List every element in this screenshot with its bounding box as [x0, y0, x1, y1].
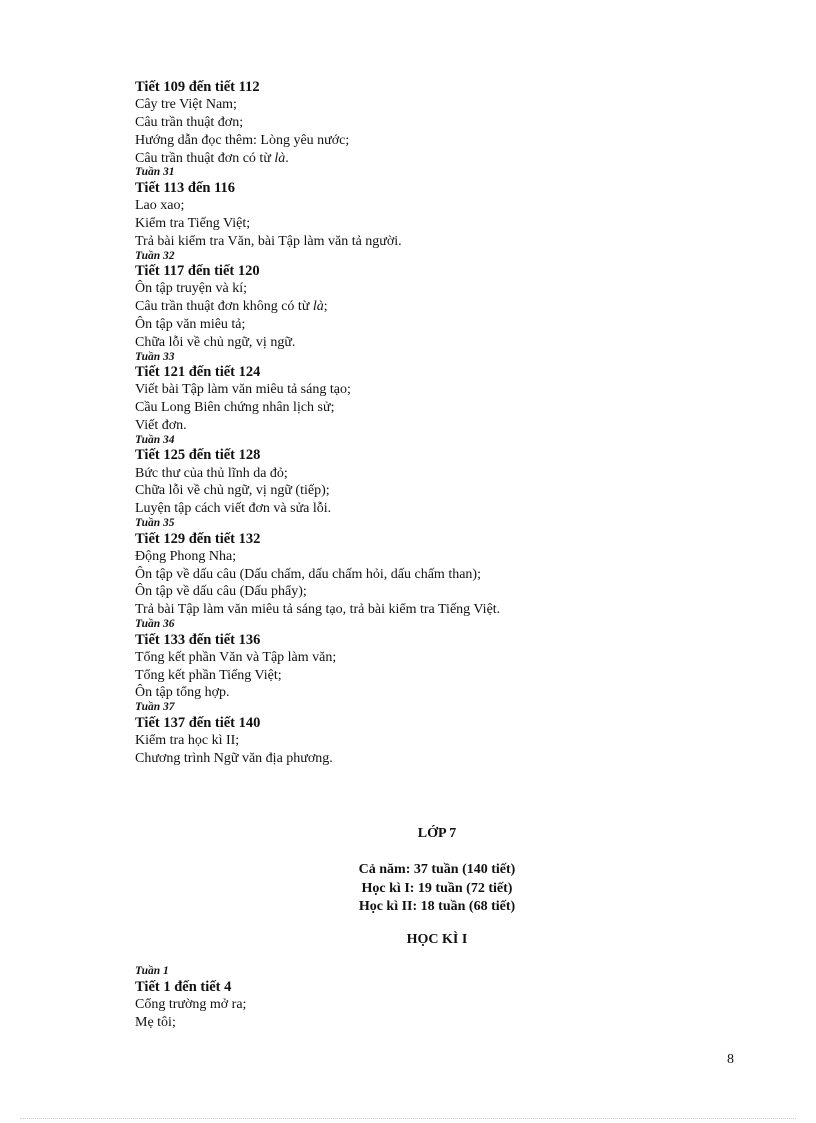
- text: Ôn tập văn miêu tả;: [135, 316, 246, 332]
- text: Cầu Long Biên chứng nhân lịch sử;: [135, 400, 335, 416]
- lesson-item: [135, 649, 695, 667]
- text: Tiết 133 đến tiết 136: [135, 631, 261, 648]
- lesson-item: [135, 399, 695, 417]
- lesson-item: [135, 233, 695, 251]
- week-label: [135, 619, 695, 631]
- lesson-item: [135, 996, 246, 1014]
- lesson-item: [135, 684, 695, 702]
- text: Cổng trường mở ra;: [135, 996, 247, 1012]
- text: Tuần 37: [135, 701, 175, 714]
- week-label: [135, 702, 695, 714]
- text: Tuần 31: [135, 166, 175, 179]
- text: Tiết 137 đến tiết 140: [135, 714, 261, 731]
- text: Câu trần thuật đơn;: [135, 115, 244, 130]
- text: Tiết 113 đến 116: [135, 179, 236, 196]
- week-label: [135, 435, 695, 447]
- lesson-range-heading: [135, 446, 695, 464]
- text: Tuần 35: [135, 516, 175, 529]
- lesson-range-heading: [135, 179, 695, 197]
- page-bottom-divider: [20, 1118, 796, 1119]
- text: Chữa lỗi về chủ ngữ, vị ngữ.: [135, 334, 296, 350]
- italic-word: là: [274, 150, 286, 166]
- text: Tiết 109 đến tiết 112: [135, 79, 260, 95]
- text: Động Phong Nha;: [135, 548, 237, 564]
- lesson-item: [135, 197, 695, 215]
- text: Tiết 117 đến tiết 120: [135, 263, 260, 280]
- text: Tuần 36: [135, 617, 175, 630]
- text: Tiết 129 đến tiết 132: [135, 530, 261, 547]
- text: Tiết 121 đến tiết 124: [135, 364, 261, 381]
- lesson-item: [135, 548, 695, 566]
- lesson-item: [135, 96, 695, 114]
- text: Tổng kết phần Văn và Tập làm văn;: [135, 649, 337, 665]
- week-label: [135, 966, 246, 978]
- text: Tổng kết phần Tiếng Việt;: [135, 667, 282, 683]
- text: Mẹ tôi;: [135, 1014, 176, 1030]
- lesson-item: [135, 298, 695, 316]
- grade-title: LỚP 7: [417, 826, 457, 841]
- text: Kiểm tra học kì II;: [135, 732, 240, 748]
- text: Viết bài Tập làm văn miêu tả sáng tạo;: [135, 382, 351, 398]
- lesson-item: [135, 114, 695, 132]
- lesson-range-heading: [135, 363, 695, 381]
- lesson-item: [135, 150, 695, 168]
- lesson-item: [135, 417, 695, 435]
- text: Ôn tập về dấu câu (Dấu phẩy);: [135, 584, 307, 600]
- lesson-item: [135, 566, 695, 584]
- text: Lao xao;: [135, 198, 185, 214]
- term-title: HỌC KÌ I: [406, 932, 468, 947]
- grade-summary: [135, 861, 739, 917]
- text: Chương trình Ngữ văn địa phương.: [135, 750, 333, 766]
- summary-term2: Học kì II: 18 tuần (68 tiết): [358, 899, 516, 914]
- lesson-item: [135, 381, 695, 399]
- punctuation: .: [285, 150, 289, 166]
- lesson-item: [135, 280, 695, 298]
- week-label: [135, 251, 695, 263]
- italic-word: là: [312, 299, 324, 315]
- lesson-item: [135, 316, 695, 334]
- punctuation: ;: [323, 299, 328, 315]
- syllabus-block-grade7: [135, 966, 246, 1031]
- lesson-item: [135, 132, 695, 150]
- lesson-item: [135, 215, 695, 233]
- text: Chữa lỗi về chủ ngữ, vị ngữ (tiếp);: [135, 483, 330, 499]
- week-label: [135, 352, 695, 364]
- lesson-range-heading: [135, 714, 695, 732]
- text: Câu trần thuật đơn có từ: [135, 150, 275, 166]
- lesson-item: [135, 583, 695, 601]
- lesson-item: [135, 732, 695, 750]
- text: Bức thư của thủ lĩnh da đỏ;: [135, 465, 288, 481]
- text: Tuần 33: [135, 350, 175, 363]
- lesson-item: [135, 465, 695, 483]
- text: Cây tre Việt Nam;: [135, 97, 237, 113]
- page-number: 8: [727, 1052, 734, 1067]
- text: Câu trần thuật đơn không có từ: [135, 299, 313, 315]
- lesson-item: [135, 750, 695, 768]
- text: Hướng dẫn đọc thêm: Lòng yêu nước;: [135, 132, 350, 148]
- summary-term1: Học kì I: 19 tuần (72 tiết): [361, 880, 513, 896]
- text: Kiểm tra Tiếng Việt;: [135, 215, 251, 231]
- week-label: [135, 167, 695, 179]
- text: Ôn tập truyện và kí;: [135, 281, 247, 297]
- text: Tuần 32: [135, 249, 175, 262]
- lesson-item: [135, 482, 695, 500]
- lesson-item: [135, 500, 695, 518]
- lesson-item: [135, 1014, 246, 1032]
- week-label: [135, 518, 695, 530]
- text: Tuần 34: [135, 433, 175, 446]
- text: Tiết 1 đến tiết 4: [135, 978, 232, 995]
- text: Viết đơn.: [135, 417, 187, 433]
- text: Ôn tập về dấu câu (Dấu chấm, dấu chấm hỏi, dấu chấm than);: [135, 566, 481, 582]
- text: Trả bài Tập làm văn miêu tả sáng tạo, trả bài kiểm tra Tiếng Việt.: [135, 602, 501, 618]
- lesson-item: [135, 601, 695, 619]
- text: Tuần 1: [135, 965, 169, 977]
- lesson-range-heading: [135, 262, 695, 280]
- syllabus-block-grade6: [135, 78, 695, 768]
- lesson-item: [135, 667, 695, 685]
- text: Trả bài kiểm tra Văn, bài Tập làm văn tả người.: [135, 233, 402, 249]
- lesson-range-heading: [135, 631, 695, 649]
- summary-year: Cả năm: 37 tuần (140 tiết): [358, 862, 516, 877]
- lesson-item: [135, 334, 695, 352]
- text: Luyện tập cách viết đơn và sửa lỗi.: [135, 501, 332, 517]
- text: Tiết 125 đến tiết 128: [135, 447, 261, 464]
- lesson-range-heading: [135, 978, 246, 996]
- lesson-range-heading: [135, 530, 695, 548]
- lesson-range-heading: [135, 78, 695, 96]
- text: Ôn tập tổng hợp.: [135, 685, 230, 701]
